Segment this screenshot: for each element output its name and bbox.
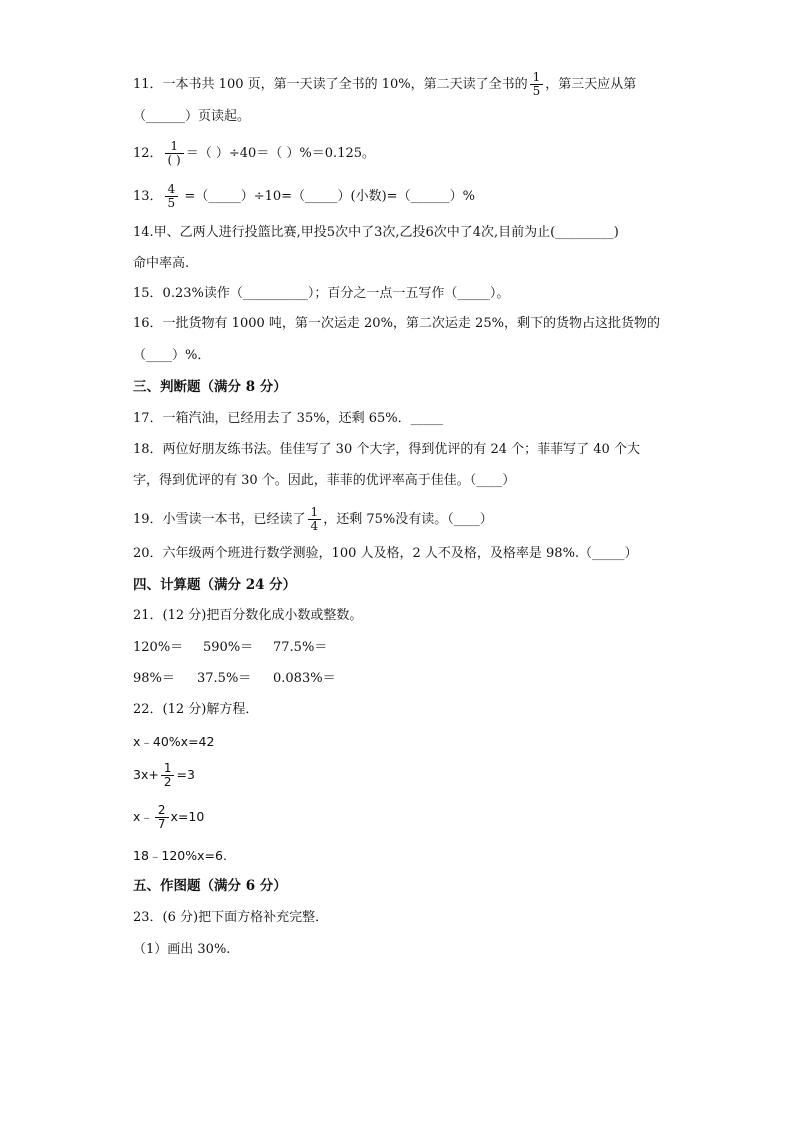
question-11: 11．一本书共 100 页，第一天读了全书的 10%，第二天读了全书的 $\frac{1}{5}$ ，第三天应从第 bbox=[133, 70, 637, 98]
section-5-heading: 五、作图题（满分 6 分） bbox=[133, 878, 287, 894]
question-11-line2: （______）页读起。 bbox=[133, 109, 251, 124]
question-12: 12． $\frac{1}{( )}$ ＝（ ）÷40＝（ ）%＝0.125。 bbox=[133, 139, 376, 167]
question-14-line2: 命中率高. bbox=[133, 256, 190, 271]
q21-row1-item2: 590%＝ bbox=[203, 640, 254, 655]
q21-row1-item3: 77.5%＝ bbox=[273, 640, 328, 655]
question-18-line2: 字，得到优评的有 30 个。因此，菲菲的优评率高于佳佳。（____） bbox=[133, 473, 516, 488]
question-15: 15．0.23%读作（__________）；百分之一点一五写作（_____）。 bbox=[133, 286, 510, 301]
question-13: 13． $\frac{4}{5}$ =（_____）÷10=（_____）(小数)=（______）% bbox=[133, 182, 475, 210]
question-19: 19．小雪读一本书，已经读了 $\frac{1}{4}$ ，还剩 75%没有读。（____） bbox=[133, 505, 493, 533]
q21-row2-item3: 0.083%＝ bbox=[273, 671, 336, 686]
question-16-line2: （____）%． bbox=[133, 348, 211, 363]
question-14: 14.甲、乙两人进行投篮比赛,甲投5次中了3次,乙投6次中了4次,目前为止(_________) bbox=[133, 225, 619, 240]
equation-4: 18﹣120%x=6. bbox=[133, 848, 227, 863]
fraction: $\frac{2}{7}$ bbox=[155, 804, 169, 831]
question-21: 21．(12 分)把百分数化成小数或整数。 bbox=[133, 608, 363, 623]
question-17: 17．一箱汽油，已经用去了 35%，还剩 65%．_____ bbox=[133, 411, 444, 426]
equation-2: 3x+ $\frac{1}{2}$ =3 bbox=[133, 761, 195, 789]
fraction: $\frac{1}{5}$ bbox=[530, 71, 544, 98]
fraction: $\frac{1}{2}$ bbox=[161, 762, 175, 789]
q21-row2-item1: 98%＝ bbox=[133, 671, 175, 686]
section-4-heading: 四、计算题（满分 24 分） bbox=[133, 577, 297, 593]
question-20: 20．六年级两个班进行数学测验，100 人及格，2 人不及格，及格率是 98%.（_____） bbox=[133, 546, 638, 561]
fraction: $\frac{1}{4}$ bbox=[308, 506, 322, 533]
fraction: $\frac{4}{5}$ bbox=[165, 183, 179, 210]
q21-row1-item1: 120%＝ bbox=[133, 640, 184, 655]
question-16: 16．一批货物有 1000 吨，第一次运走 20%，第二次运走 25%，剩下的货物占这批货物的 bbox=[133, 316, 660, 331]
equation-3: x﹣ $\frac{2}{7}$ x=10 bbox=[133, 803, 205, 831]
question-22: 22．(12 分)解方程． bbox=[133, 702, 259, 717]
question-23: 23．(6 分)把下面方格补充完整． bbox=[133, 910, 329, 925]
question-18: 18．两位好朋友练书法。佳佳写了 30 个大字，得到优评的有 24 个；菲菲写了 40 个大 bbox=[133, 442, 640, 457]
fraction: $\frac{1}{( )}$ bbox=[165, 140, 184, 167]
q21-row2-item2: 37.5%＝ bbox=[197, 671, 252, 686]
question-23-sub1: （1）画出 30%. bbox=[133, 942, 231, 957]
equation-1: x﹣40%x=42 bbox=[133, 734, 215, 749]
section-3-heading: 三、判断题（满分 8 分） bbox=[133, 379, 287, 395]
